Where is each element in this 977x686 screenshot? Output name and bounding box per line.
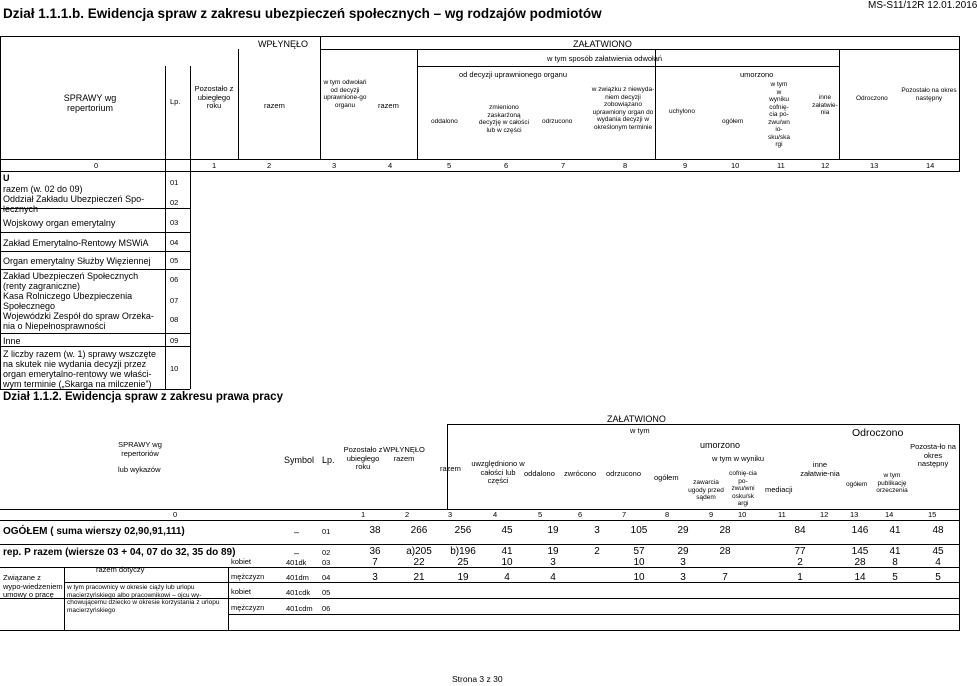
row-06-lp: 06: [170, 275, 179, 284]
s2-hdr-pozostalo-nast: Pozosta-ło na okres następny: [910, 442, 956, 468]
table-cell: 25: [457, 557, 469, 568]
table-cell: 1: [797, 572, 803, 583]
s2-hdr-wtym: w tym: [630, 426, 650, 435]
colnum: 0: [94, 161, 99, 170]
s2-hdr-symbol: Symbol: [284, 455, 315, 465]
s2-razem-dotyczy: razem dotyczy: [96, 565, 145, 574]
hdr-zalatwiono: ZAŁATWIONO: [573, 39, 632, 49]
colnum: 0: [173, 510, 178, 519]
colnum: 1: [212, 161, 217, 170]
table-cell: 14: [854, 572, 866, 583]
colnum: 10: [738, 510, 747, 519]
table-cell: 41: [889, 546, 901, 557]
colnum: 14: [885, 510, 894, 519]
s2-group-label: Związane z wypo-wiedzeniem umowy o pracę: [3, 573, 63, 599]
table-cell: 3: [372, 572, 378, 583]
table-cell: 256: [454, 525, 472, 536]
row-03-lp: 03: [170, 218, 179, 227]
row-04-label: Zakład Emerytalno-Rentowy MSWiA: [3, 238, 149, 248]
s2-sub-04-who: mężczyzn: [231, 572, 265, 581]
table-cell: 7: [722, 572, 728, 583]
s2-sub-03-sym: 401dk: [286, 558, 307, 567]
table-cell: 145: [851, 546, 869, 557]
table-cell: 29: [677, 525, 689, 536]
colnum: 12: [820, 510, 829, 519]
colnum: 8: [623, 161, 628, 170]
table-cell: 19: [547, 525, 559, 536]
table-cell: 4: [935, 557, 941, 568]
hdr-zmieniono: zmieniono zaskarżoną decyzję w całości lub w części: [478, 104, 530, 134]
table-cell: 28: [854, 557, 866, 568]
table-cell: 3: [594, 525, 600, 536]
form-code: MS-S11/12R 12.01.2016: [868, 0, 977, 11]
s2-hdr-zwrocono: zwrócono: [564, 469, 597, 478]
table-cell: 48: [932, 525, 944, 536]
hdr-oddalono: oddalono: [431, 118, 458, 125]
hdr-sprawy: SPRAWY wg repertorium: [63, 93, 117, 113]
table-cell: 45: [932, 546, 944, 557]
hdr-razem2: razem: [378, 101, 399, 110]
s2-row-01-label: OGÓŁEM ( suma wierszy 02,90,91,111): [3, 526, 185, 537]
row-01-lp: 01: [170, 178, 179, 187]
s2-hdr-lp: Lp.: [322, 455, 335, 465]
row-06-label: Zakład Ubezpieczeń Społecznych (renty zagraniczne): [3, 271, 139, 291]
row-09-lp: 09: [170, 336, 179, 345]
hdr-wtym-odwolan: w tym odwołań od decyzji uprawnione-go organu: [323, 79, 367, 109]
hdr-wtym-wyniku: w tym w wyniku cofnię-cia po-zwu/wn io-sku/ska rgi: [768, 81, 791, 148]
s2-sub-05-lp: 05: [322, 588, 331, 597]
hdr-od-decyzji: od decyzji uprawnionego organu: [459, 70, 567, 79]
table-cell: 41: [501, 546, 513, 557]
table-cell: 28: [719, 546, 731, 557]
hdr-inne: inne załatwie-nia: [812, 94, 838, 116]
colnum: 3: [332, 161, 337, 170]
table-cell: 77: [794, 546, 806, 557]
table-cell: 2: [594, 546, 600, 557]
s2-hdr-oddalono: oddalono: [524, 469, 555, 478]
s2-hdr-publikacje: w tym publikację orzeczenia: [876, 472, 908, 494]
colnum: 8: [665, 510, 670, 519]
table-cell: 3: [550, 557, 556, 568]
s2-hdr-odroczono: Odroczono: [852, 427, 904, 439]
colnum: 1: [361, 510, 366, 519]
s2-sub-03-lp: 03: [322, 558, 331, 567]
table-cell: 57: [633, 546, 645, 557]
colnum: 2: [267, 161, 272, 170]
table-cell: 21: [413, 572, 425, 583]
table-cell: 28: [719, 525, 731, 536]
s2-sub-06-lp: 06: [322, 604, 331, 613]
s2-hdr-zalatwiono: ZAŁATWIONO: [607, 414, 666, 424]
table-cell: 4: [550, 572, 556, 583]
s2-sub-06-who: mężczyzn: [231, 603, 265, 612]
colnum: 13: [870, 161, 879, 170]
table-cell: 3: [680, 557, 686, 568]
hdr-razem: razem: [264, 101, 285, 110]
table-cell: 5: [935, 572, 941, 583]
table-cell: 19: [457, 572, 469, 583]
colnum: 11: [778, 510, 786, 519]
table-cell: 10: [633, 557, 645, 568]
row-04-lp: 04: [170, 238, 179, 247]
row-10-lp: 10: [170, 364, 179, 373]
table-cell: 10: [501, 557, 513, 568]
row-02-lp: 02: [170, 198, 179, 207]
table-cell: b)196: [450, 546, 476, 557]
colnum: 10: [731, 161, 740, 170]
table-cell: 105: [630, 525, 648, 536]
hdr-odrzucono: odrzucono: [542, 118, 573, 125]
colnum: 4: [388, 161, 393, 170]
page-number: Strona 3 z 30: [452, 674, 503, 684]
table-cell: 38: [369, 525, 381, 536]
s2-hdr-pozostalo: Pozostało z ubiegłego roku: [343, 445, 383, 471]
s2-hdr-mediacji: mediacji: [765, 485, 793, 494]
hdr-odroczono: Odroczono: [856, 95, 888, 102]
s2-row-02-label: rep. P razem (wiersze 03 + 04, 07 do 32, 35 do 89): [3, 547, 236, 558]
s2-row-01-symbol: –: [294, 527, 300, 537]
section1-title: Dział 1.1.1.b. Ewidencja spraw z zakresu ubezpieczeń społecznych – wg rodzajów podmiotów: [3, 6, 602, 21]
colnum: 13: [850, 510, 859, 519]
hdr-wplynelo: WPŁYNĘŁO: [258, 39, 309, 49]
colnum: 7: [561, 161, 566, 170]
colnum: 2: [405, 510, 410, 519]
s2-hdr-razem: razem: [440, 464, 461, 473]
row-07-label: Kasa Rolniczego Ubezpieczenia Społecznego: [3, 291, 133, 311]
row-u-label: U: [3, 173, 10, 183]
table-cell: 45: [501, 525, 513, 536]
row-05-lp: 05: [170, 256, 179, 265]
s2-wtym-pracownicy: w tym pracownicy w okresie ciąży lub urlopu macierzyńskiego albo pracownikowi – ojcu wy-chowującemu dziecko w okresie korzystania z urlopu macierzyńskiego: [67, 584, 220, 614]
hdr-lp: Lp.: [170, 97, 181, 106]
colnum: 9: [709, 510, 714, 519]
table-cell: a)205: [406, 546, 432, 557]
s2-sub-03-who: kobiet: [231, 557, 252, 566]
s2-hdr-zawarcia: zawarcia ugody przed sądem: [688, 479, 724, 501]
hdr-ogolem: ogółem: [722, 118, 744, 125]
table-cell: 8: [892, 557, 898, 568]
hdr-w-zwiazku: w związku z niewyda-niem decyzji zobowiązano uprawniony organ do wydania decyzji w określonym terminie: [591, 86, 655, 131]
table-cell: 2: [797, 557, 803, 568]
table-cell: 84: [794, 525, 806, 536]
table-cell: 36: [369, 546, 381, 557]
s2-hdr-odrzucono: odrzucono: [606, 469, 642, 478]
row-07-lp: 07: [170, 296, 179, 305]
colnum: 5: [447, 161, 452, 170]
hdr-pozostalo-nast: Pozostało na okres następny: [901, 87, 957, 102]
colnum: 4: [493, 510, 498, 519]
hdr-sposob: w tym sposób załatwienia odwołań: [547, 54, 663, 63]
table-cell: 41: [889, 525, 901, 536]
s2-row-01-lp: 01: [322, 527, 331, 536]
table-cell: 19: [547, 546, 559, 557]
table-cell: 29: [677, 546, 689, 557]
table-cell: 266: [410, 525, 428, 536]
hdr-umorzono: umorzono: [740, 70, 774, 79]
row-02-label: Oddział Zakładu Ubezpieczeń Spo-łecznych: [3, 194, 145, 214]
table-cell: 146: [851, 525, 869, 536]
table-cell: 4: [504, 572, 510, 583]
row-01-label: razem (w. 02 do 09): [3, 184, 83, 194]
colnum: 9: [683, 161, 688, 170]
colnum: 7: [622, 510, 627, 519]
table-cell: 3: [680, 572, 686, 583]
row-10-label: Z liczby razem (w. 1) sprawy wszczęte na skutek nie wydania decyzji przez organ emerytalno-rentowy we właści-wym terminie („Skarga na milczenie”): [3, 349, 157, 389]
s2-sub-06-sym: 401cdm: [286, 604, 313, 613]
s2-hdr-umorzono: umorzono: [700, 440, 741, 450]
hdr-pozostalo: Pozostało z ubiegłego roku: [194, 84, 234, 110]
s2-sub-05-sym: 401cdk: [286, 588, 311, 597]
s2-row-02-lp: 02: [322, 548, 331, 557]
row-03-label: Wojskowy organ emerytalny: [3, 218, 116, 228]
hdr-uchylono: uchylono: [669, 108, 696, 115]
s2-sub-05-who: kobiet: [231, 587, 252, 596]
colnum: 11: [777, 161, 785, 170]
row-09-label: Inne: [3, 336, 21, 346]
s2-hdr-wplynelo: WPŁYNĘŁO razem: [383, 445, 425, 463]
colnum: 6: [504, 161, 509, 170]
s2-hdr-wtym-wyniku: w tym w wyniku: [712, 454, 765, 463]
s2-hdr-cofniecia: cofnię-cia po-zwu/wni osku/sk argi: [729, 470, 757, 507]
s2-sub-04-sym: 401dm: [286, 573, 309, 582]
row-05-label: Organ emerytalny Służby Więziennej: [3, 256, 151, 266]
colnum: 12: [821, 161, 830, 170]
colnum: 3: [448, 510, 453, 519]
s2-hdr-ogolem2: ogółem: [846, 481, 868, 488]
colnum: 6: [578, 510, 583, 519]
s2-row-02-symbol: –: [294, 548, 300, 558]
row-08-label: Wojewódzki Zespół do spraw Orzeka-nia o Niepełnosprawności: [3, 311, 154, 331]
colnum: 14: [926, 161, 935, 170]
s2-hdr-lub: lub wykazów: [118, 465, 161, 474]
section2-title: Dział 1.1.2. Ewidencja spraw z zakresu prawa pracy: [3, 391, 283, 403]
table-cell: 5: [892, 572, 898, 583]
s2-hdr-uwzgl: uwzględniono w całości lub części: [471, 459, 525, 485]
s2-hdr-sprawy: SPRAWY wg repertoriów: [118, 440, 162, 458]
row-08-lp: 08: [170, 315, 179, 324]
s2-hdr-inne: inne załatwie-nia: [800, 460, 840, 478]
s2-hdr-ogolem: ogółem: [654, 473, 679, 482]
s2-sub-04-lp: 04: [322, 573, 331, 582]
colnum: 5: [538, 510, 543, 519]
table-cell: 22: [413, 557, 425, 568]
table-cell: 10: [633, 572, 645, 583]
table-cell: 7: [372, 557, 378, 568]
colnum: 15: [928, 510, 937, 519]
